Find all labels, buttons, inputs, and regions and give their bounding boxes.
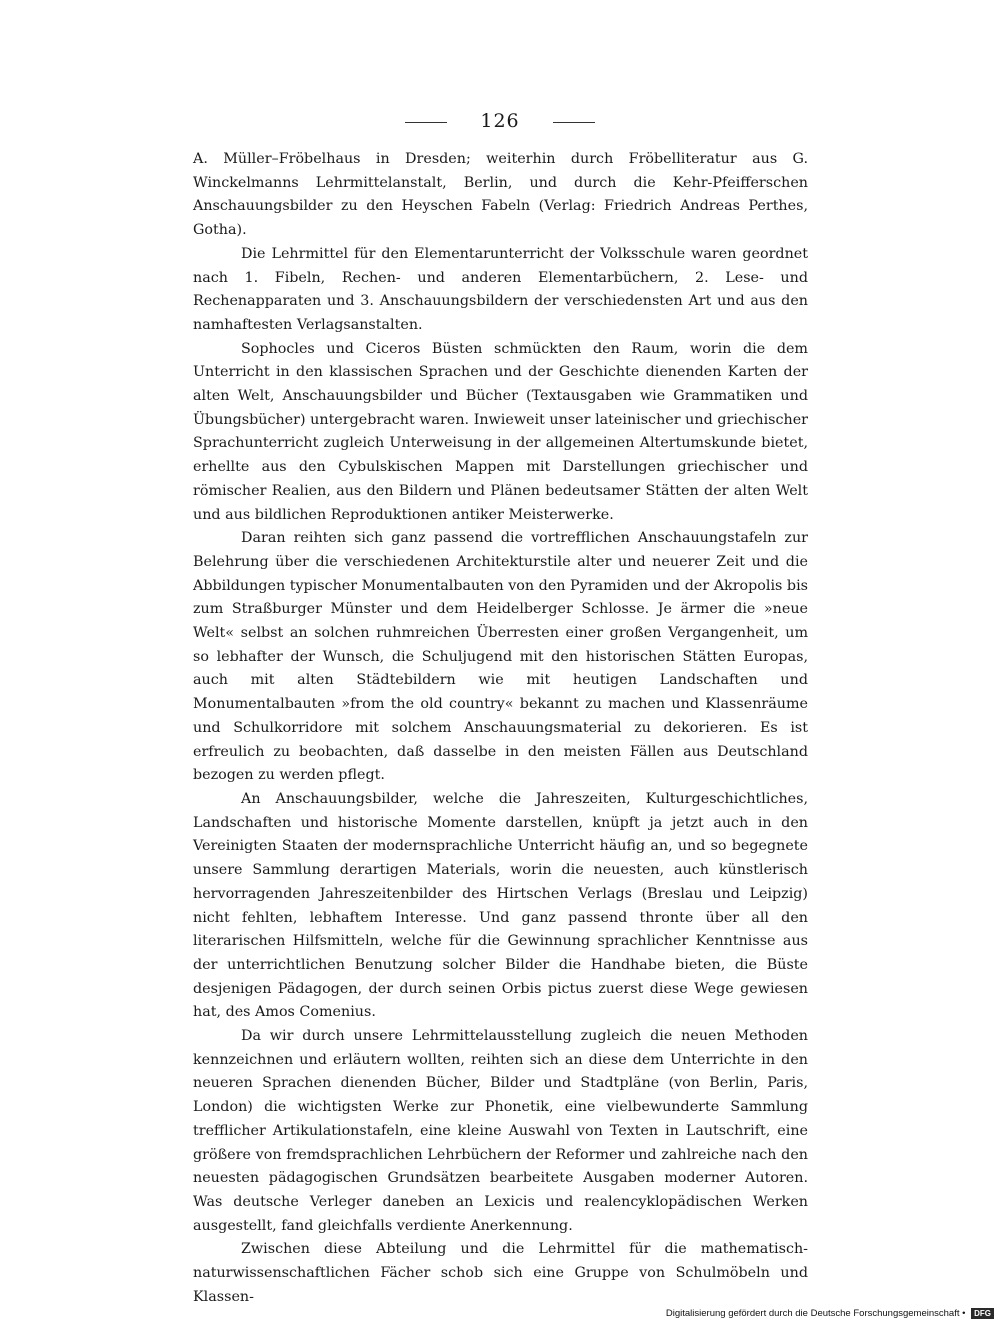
paragraph: Sophocles und Ciceros Büsten schmückten den Raum, worin die dem Unterricht in den klassischen Sprachen und der Geschichte dienenden Karten der alten Welt, Anschauungsbilder und Bücher (Textausgaben wie Grammatiken und Übungsbücher) untergebracht waren. Inwieweit unser lateinischer und griechischer Sprachunterricht zugleich Unterweisung in der allgemeinen Altertumskunde bietet, erhellte aus den Cybulskischen Mappen mit Darstellungen griechischer und römischer Realien, aus den Bildern und Plänen bedeutsamer Stätten der alten Welt und aus bildlichen Reproduktionen antiker Meisterwerke.	[193, 340, 808, 523]
dfg-logo: DFG	[971, 1308, 994, 1319]
credit-separator: •	[962, 1308, 966, 1320]
paragraph: Da wir durch unsere Lehrmittelausstellung zugleich die neuen Methoden kennzeichnen und erläutern wollten, reihten sich an diese dem Unterrichte in den neueren Sprachen dienenden Bücher, Bilder und Stadtpläne (von Berlin, Paris, London) die wichtigsten Werke zur Phonetik, eine vielbewunderte Sammlung trefflicher Artikulationstafeln, eine kleine Auswahl von Texten in Lautschrift, eine größere von fremdsprachlichen Lehrbüchern der Reformer und zahlreiche nach den neuesten pädagogischen Grundsätzen bearbeitete Ausgaben moderner Autoren. Was deutsche Verleger daneben an Lexicis und realencyklopädischen Werken ausgestellt, fand gleichfalls verdiente Anerkennung.	[193, 1028, 808, 1234]
paragraph: An Anschauungsbilder, welche die Jahreszeiten, Kulturgeschichtliches, Landschaften und historische Momente darstellen, knüpft ja jetzt auch in den Vereinigten Staaten der modernsprachliche Unterricht häufig an, und so begegnete unsere Sammlung derartigen Materials, worin die neuesten, auch künstlerisch hervorragenden Jahreszeitenbilder des Hirtschen Verlags (Breslau und Leipzig) nicht fehlten, lebhaftem Interesse. Und ganz passend thronte über all den literarischen Hilfsmitteln, welche für die Gewinnung sprachlicher Kenntnisse aus der unterrichtlichen Benutzung solcher Bilder die Handhabe bieten, die Büste desjenigen Pädagogen, der durch seinen Orbis pictus zuerst diese Wege gewiesen hat, des Amos Comenius.	[193, 790, 808, 1021]
header-rule-left	[405, 122, 447, 123]
digitization-credit	[666, 1308, 994, 1319]
credit-text: Digitalisierung gefördert durch die Deutsche Forschungsgemeinschaft	[665, 1308, 960, 1320]
page-header	[0, 110, 1000, 132]
paragraph: Daran reihten sich ganz passend die vortrefflichen Anschauungstafeln zur Belehrung über die verschiedenen Architekturstile alter und neuerer Zeit und die Abbildungen typischer Monumentalbauten von den Pyramiden und der Akropolis bis zum Straßburger Münster und dem Heidelberger Schlosse. Je ärmer die »neue Welt« selbst an solchen ruhmreichen Überresten einer großen Vergangenheit, um so lebhafter der Wunsch, die Schuljugend mit den historischen Stätten Europas, auch mit alten Städtebildern wie mit heutigen Landschaften und Monumentalbauten »from the old country« bekannt zu machen und Klassenräume und Schulkorridore mit solchem Anschauungsmaterial zu dekorieren. Es ist erfreulich zu beobachten, daß dasselbe in den meisten Fällen aus Deutschland bezogen zu werden pflegt.	[193, 530, 808, 784]
header-rule-right	[553, 122, 595, 123]
paragraph: Die Lehrmittel für den Elementarunterricht der Volksschule waren geordnet nach 1. Fibeln, Rechen- und anderen Elementarbüchern, 2. Lese- und Rechenapparaten und 3. Anschauungsbildern der verschiedensten Art und aus den namhaftesten Verlagsanstalten.	[193, 245, 808, 333]
paragraph: A. Müller–Fröbelhaus in Dresden; weiterhin durch Fröbelliteratur aus G. Winckelmanns Lehrmittelanstalt, Berlin, und durch die Kehr-Pfeifferschen Anschauungsbilder zu den Heyschen Fabeln (Verlag: Friedrich Andreas Perthes, Gotha).	[193, 151, 808, 239]
page-number: 126	[480, 110, 520, 132]
page-body	[193, 148, 808, 1309]
paragraph: Zwischen diese Abteilung und die Lehrmittel für die mathematisch-naturwissenschaftlichen Fächer schob sich eine Gruppe von Schulmöbeln und Klassen-	[193, 1241, 808, 1305]
